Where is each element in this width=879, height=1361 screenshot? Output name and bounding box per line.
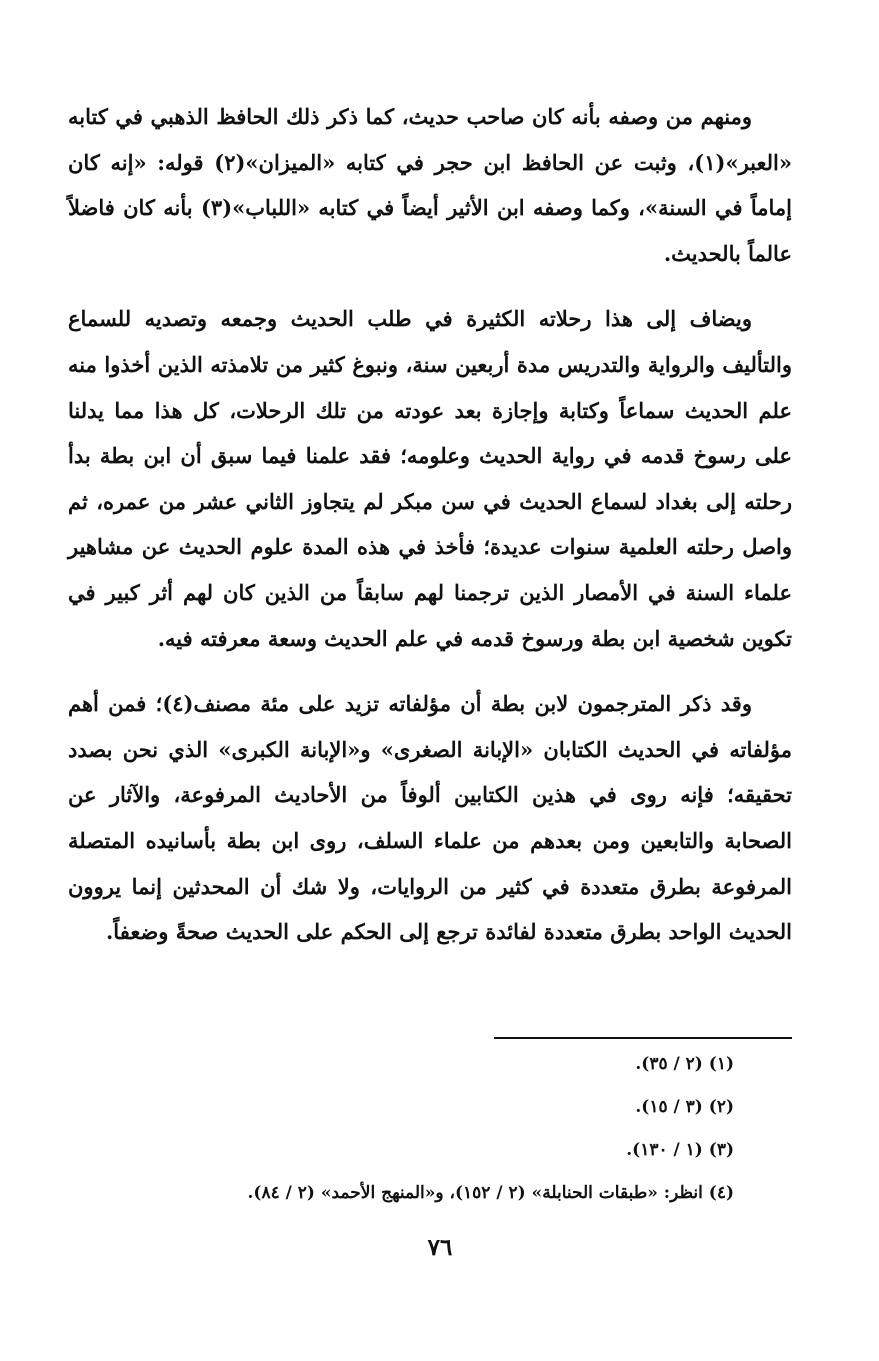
main-text — [68, 94, 792, 955]
footnote-4: (٤) انظر: «طبقات الحنابلة» (٢ / ١٥٢)، و«المنهج الأحمد» (٢ / ٨٤). — [247, 1183, 734, 1203]
footnote-2: (٢) (٣ / ١٥). — [635, 1097, 734, 1117]
footnote-3: (٣) (١ / ١٣٠). — [626, 1140, 734, 1160]
paragraph-3: وقد ذكر المترجمون لابن بطة أن مؤلفاته تزيد على مئة مصنف(٤)؛ فمن أهم مؤلفاته في الحديث الكتابان «الإبانة الصغرى» و«الإبانة الكبرى» الذي نحن بصدد تحقيقه؛ فإنه روى في هذين الكتابين ألوفاً من الأحاديث المرفوعة، والآثار عن الصحابة والتابعين ومن بعدهم من علماء السلف، روى ابن بطة بأسانيده المتصلة المرفوعة بطرق متعددة في كثير من الروايات، ولا شك أن المحدثين إنما يروون الحديث الواحد بطرق متعددة لفائدة ترجع إلى الحكم على الحديث صحةً وضعفاً. — [68, 691, 792, 945]
page-number: ٧٦ — [427, 1234, 453, 1261]
footnote-divider — [494, 1037, 792, 1039]
paragraph-1: ومنهم من وصفه بأنه كان صاحب حديث، كما ذكر ذلك الحافظ الذهبي في كتابه «العبر»(١)، وثبت عن الحافظ ابن حجر في كتابه «الميزان»(٢) قوله: «إنه كان إماماً في السنة»، وكما وصفه ابن الأثير أيضاً في كتابه «اللباب»(٣) بأنه كان فاضلاً عالماً بالحديث. — [68, 104, 792, 266]
footnotes — [120, 1043, 734, 1215]
footnote-1: (١) (٢ / ٣٥). — [635, 1054, 734, 1074]
paragraph-2: ويضاف إلى هذا رحلاته الكثيرة في طلب الحديث وجمعه وتصديه للسماع والتأليف والرواية والتدريس مدة أربعين سنة، ونبوغ كثير من تلامذته الذين أخذوا منه علم الحديث سماعاً وكتابة وإجازة بعد عودته من تلك الرحلات، كل هذا مما يدلنا على رسوخ قدمه في رواية الحديث وعلومه؛ فقد علمنا فيما سبق أن ابن بطة بدأ رحلته إلى بغداد لسماع الحديث في سن مبكر لم يتجاوز الثاني عشر من عمره، ثم واصل رحلته العلمية سنوات عديدة؛ فأخذ في هذه المدة علوم الحديث عن مشاهير علماء السنة في الأمصار الذين ترجمنا لهم سابقاً من الذين كان لهم أثر كبير في تكوين شخصية ابن بطة ورسوخ قدمه في علم الحديث وسعة معرفته فيه. — [68, 306, 792, 651]
